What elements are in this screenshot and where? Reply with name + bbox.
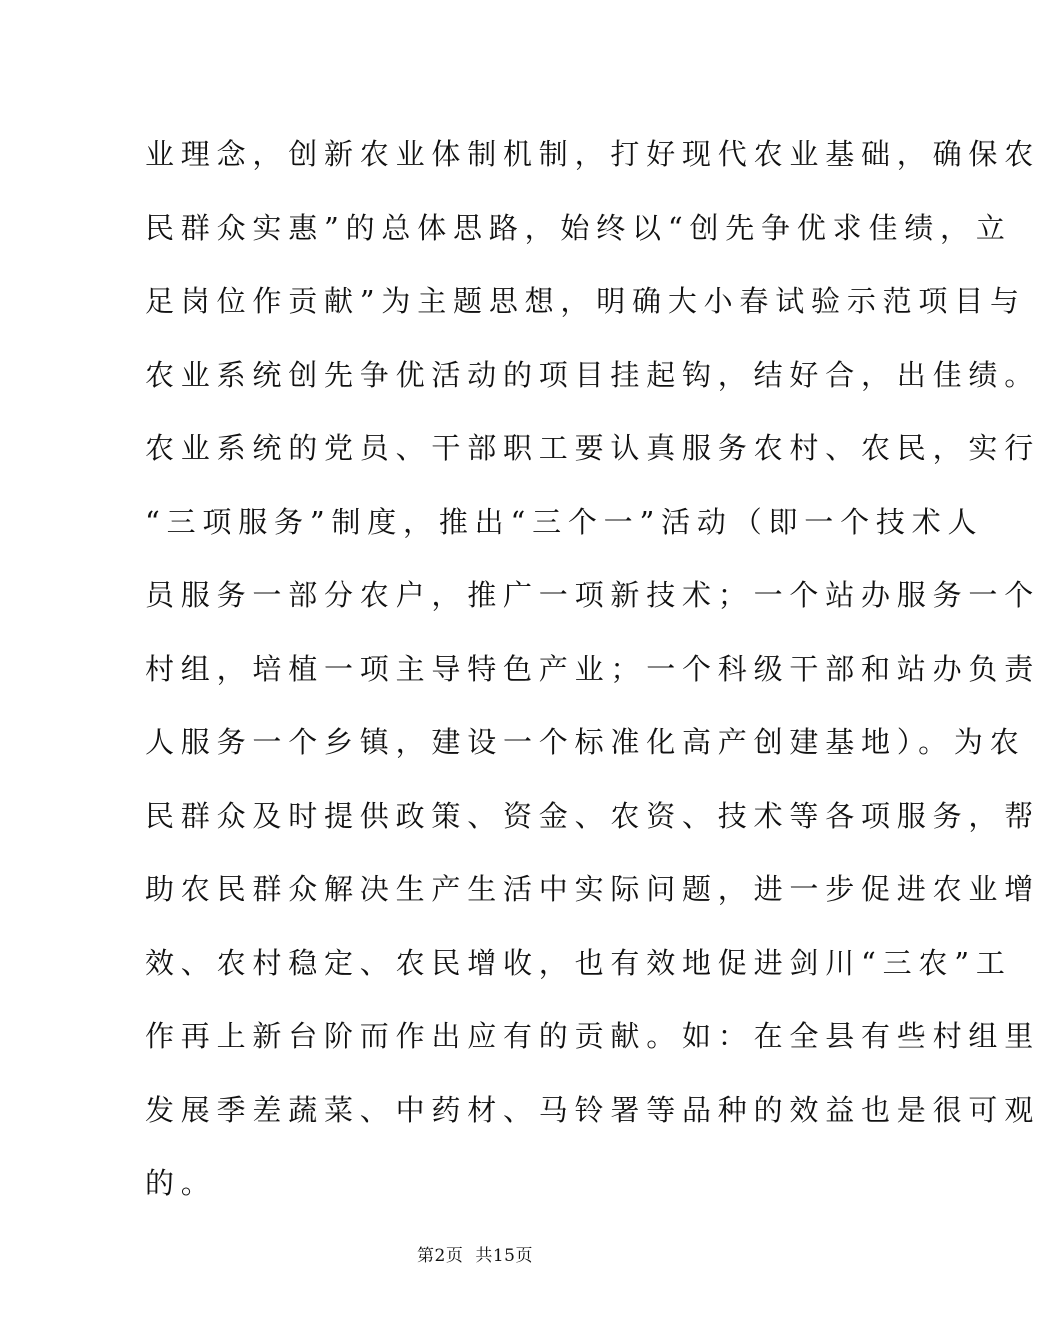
text-line: “三项服务”制度，推出“三个一”活动（即一个技术人 xyxy=(145,504,984,539)
total-pages: 共15页 xyxy=(475,1246,533,1266)
text-line: 村组，培植一项主导特色产业；一个科级干部和站办负责 xyxy=(145,651,1040,686)
text-line: 作再上新台阶而作出应有的贡献。如：在全县有些村组里 xyxy=(145,1019,1040,1053)
text-line: 足岗位作贡献”为主题思想，明确大小春试验示范项目与 xyxy=(145,284,1026,318)
text-line: 的。 xyxy=(145,1166,217,1200)
text-line: 员服务一部分农户，推广一项新技术；一个站办服务一个 xyxy=(145,578,1040,612)
page-footer xyxy=(0,1241,950,1266)
text-line: 效、农村稳定、农民增收，也有效地促进剑川“三农”工 xyxy=(145,945,1012,980)
text-line: 农业系统的党员、干部职工要认真服务农村、农民，实行 xyxy=(145,431,1040,465)
text-line: 发展季差蔬菜、中药材、马铃署等品种的效益也是很可观 xyxy=(145,1092,1040,1127)
text-line: 人服务一个乡镇，建设一个标准化高产创建基地）。为农 xyxy=(145,725,1026,759)
text-line: 民群众实惠”的总体思路，始终以“创先争优求佳绩，立 xyxy=(145,210,1012,245)
text-line: 助农民群众解决生产生活中实际问题，进一步促进农业增 xyxy=(145,872,1040,906)
text-line: 业理念，创新农业体制机制，打好现代农业基础，确保农 xyxy=(145,137,1040,171)
text-line: 农业系统创先争优活动的项目挂起钩，结好合，出佳绩。 xyxy=(145,357,1040,392)
page-number: 第2页 xyxy=(417,1246,464,1266)
text-line: 民群众及时提供政策、资金、农资、技术等各项服务，帮 xyxy=(145,798,1040,833)
body-paragraph xyxy=(145,118,1040,1221)
